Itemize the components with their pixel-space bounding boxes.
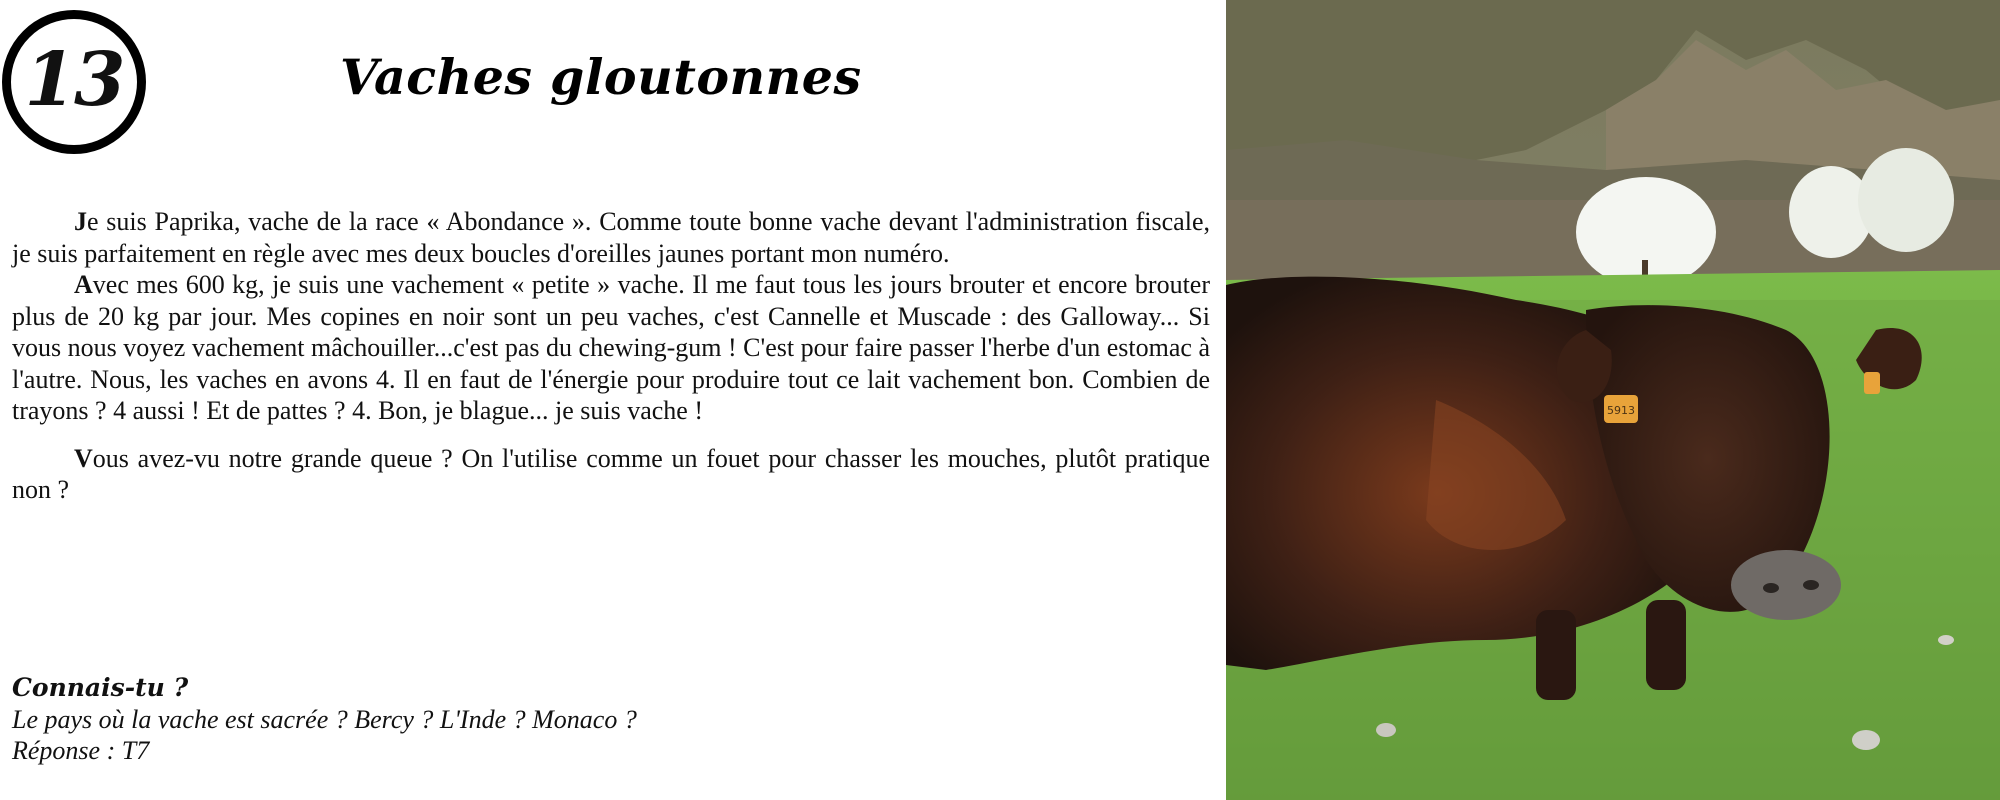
paragraph-text: vec mes 600 kg, je suis une vachement « petite » vache. Il me faut tous les jours brouter et encore brouter plus de 20 kg par jour. Mes copines en noir sont un peu vaches, c'est Cannelle et Muscade : des Galloway... Si vous nous voyez vachement mâchouiller...c'est pas du chewing-gum ! C'est pour faire passer l'herbe d'un estomac à l'autre. Nous, les vaches en avons 4. Il en faut de l'énergie pour produire tout ce lait vachement bon. Combien de trayons ? 4 aussi ! Et de pattes ? 4. Bon, je blague... je suis vache ! <box>12 270 1210 425</box>
page-number-badge <box>2 10 146 154</box>
paragraph-3 <box>12 443 1210 506</box>
cow-photo <box>1226 0 2000 800</box>
drop-initial: V <box>74 443 93 473</box>
quiz-title: Connais-tu ? <box>12 673 189 702</box>
paragraph-text: e suis Paprika, vache de la race « Abondance ». Comme toute bonne vache devant l'administration fiscale, je suis parfaitement en règle avec mes deux boucles d'oreilles jaunes portant mon numéro. <box>12 207 1210 268</box>
drop-initial: J <box>74 207 87 236</box>
paragraph-text: ous avez-vu notre grande queue ? On l'utilise comme un fouet pour chasser les mouches, plutôt pratique non ? <box>12 443 1210 504</box>
quiz-box <box>12 672 912 767</box>
quiz-answer: Réponse : T7 <box>12 736 150 765</box>
paragraph-1 <box>12 206 1210 269</box>
drop-initial: A <box>74 270 93 299</box>
article-body <box>12 206 1210 506</box>
paragraph-2 <box>12 269 1210 427</box>
page-number: 13 <box>24 37 124 123</box>
page-title: Vaches gloutonnes <box>340 48 862 106</box>
quiz-question: Le pays où la vache est sacrée ? Bercy ? L'Inde ? Monaco ? <box>12 704 637 734</box>
ear-tag-number: 5913 <box>1607 404 1635 417</box>
